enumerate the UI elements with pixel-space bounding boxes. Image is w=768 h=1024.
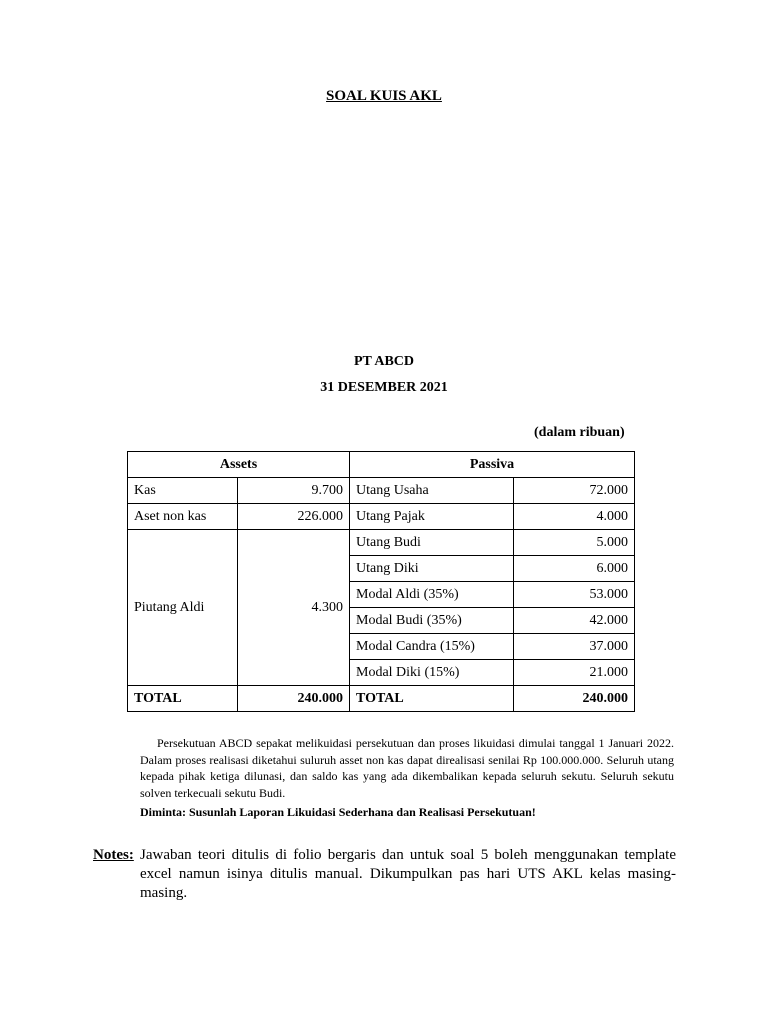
passiva-value: 4.000 — [514, 504, 635, 530]
task-instruction: Diminta: Susunlah Laporan Likuidasi Sederhana dan Realisasi Persekutuan! — [140, 805, 536, 819]
company-name: PT ABCD — [353, 354, 415, 369]
notes-label: Notes: — [93, 847, 134, 863]
passiva-label: Modal Candra (15%) — [350, 634, 514, 660]
unit-note: (dalam ribuan) — [534, 425, 625, 440]
total-passiva-label: TOTAL — [350, 686, 514, 712]
statement-date: 31 DESEMBER 2021 — [320, 380, 448, 395]
assets-header: Assets — [128, 452, 350, 478]
passiva-label: Utang Diki — [350, 556, 514, 582]
table-header-row — [128, 452, 635, 478]
asset-label: Kas — [128, 478, 238, 504]
passiva-label: Utang Usaha — [350, 478, 514, 504]
asset-label: Piutang Aldi — [128, 530, 238, 686]
asset-label: Aset non kas — [128, 504, 238, 530]
asset-value: 226.000 — [238, 504, 350, 530]
balance-sheet-table — [127, 451, 635, 712]
passiva-value: 6.000 — [514, 556, 635, 582]
passiva-label: Modal Budi (35%) — [350, 608, 514, 634]
passiva-value: 72.000 — [514, 478, 635, 504]
passiva-value: 42.000 — [514, 608, 635, 634]
notes-section — [93, 846, 676, 903]
table-row — [128, 478, 635, 504]
passiva-value: 37.000 — [514, 634, 635, 660]
table-row — [128, 504, 635, 530]
table-row — [128, 530, 635, 556]
passiva-label: Modal Diki (15%) — [350, 660, 514, 686]
total-assets-value: 240.000 — [238, 686, 350, 712]
total-passiva-value: 240.000 — [514, 686, 635, 712]
case-paragraph: Persekutuan ABCD sepakat melikuidasi persekutuan dan proses likuidasi dimulai tanggal 1 Januari 2022. Dalam proses realisasi diketahui suluruh asset non kas dapat direalisasi senilai Rp 100.000.000. Seluruh utang kepada pihak ketiga dilunasi, dan saldo kas yang ada dikembalikan kepada seluruh sekutu. Seluruh sekutu solven terkecuali sekutu Budi. — [140, 736, 674, 800]
document-title: SOAL KUIS AKL — [326, 88, 442, 104]
total-assets-label: TOTAL — [128, 686, 238, 712]
passiva-value: 5.000 — [514, 530, 635, 556]
passiva-label: Utang Pajak — [350, 504, 514, 530]
passiva-value: 21.000 — [514, 660, 635, 686]
asset-value: 9.700 — [238, 478, 350, 504]
passiva-header: Passiva — [350, 452, 635, 478]
notes-text: Jawaban teori ditulis di folio bergaris dan untuk soal 5 boleh menggunakan template excel namun isinya ditulis manual. Dikumpulkan pas hari UTS AKL kelas masing-masing. — [140, 847, 676, 901]
passiva-label: Modal Aldi (35%) — [350, 582, 514, 608]
total-row — [128, 686, 635, 712]
passiva-label: Utang Budi — [350, 530, 514, 556]
passiva-value: 53.000 — [514, 582, 635, 608]
asset-value: 4.300 — [238, 530, 350, 686]
